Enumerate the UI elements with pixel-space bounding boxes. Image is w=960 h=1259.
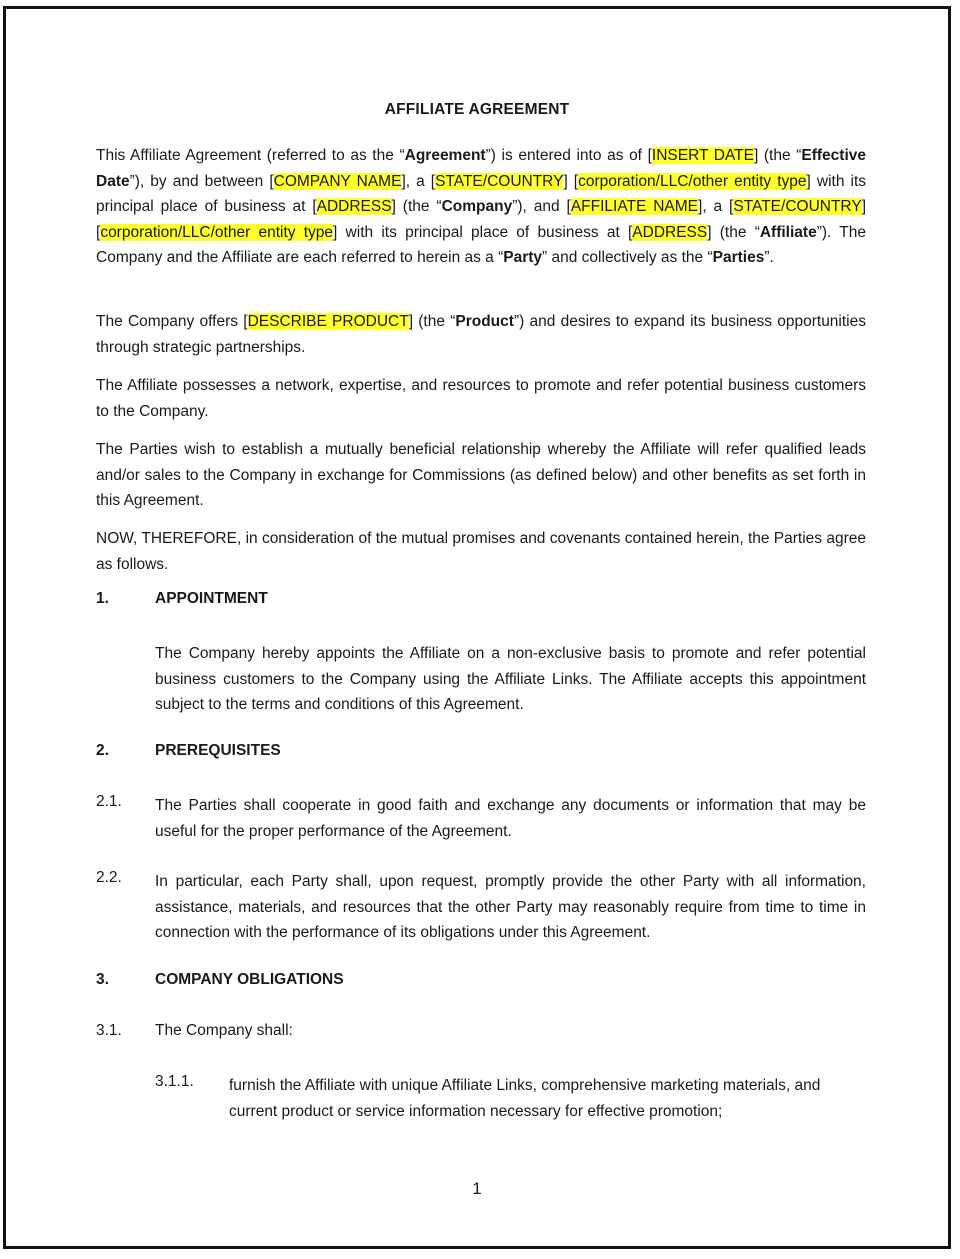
placeholder-affiliate-state[interactable]: STATE/COUNTRY	[733, 198, 862, 215]
clause-3-1-1-number: 3.1.1.	[155, 1073, 194, 1090]
section-1-body: The Company hereby appoints the Affiliate on a non-exclusive basis to promote and refer potential business customers to the Company using the Affiliate Links. The Affiliate accepts this appointment subject to the terms and conditions of this Agreement.	[155, 645, 866, 713]
recital-product: The Company offers [DESCRIBE PRODUCT] (the “Product”) and desires to expand its business opportunities through strategic partnerships.	[96, 313, 866, 356]
recital-affiliate: The Affiliate possesses a network, expertise, and resources to promote and refer potential business customers to the Company.	[96, 377, 866, 420]
section-1-number: 1.	[96, 590, 109, 607]
section-3-number: 3.	[96, 971, 109, 988]
recital-purpose: The Parties wish to establish a mutually beneficial relationship whereby the Affiliate will refer qualified leads and/or sales to the Company in exchange for Commissions (as defined below) and other benefits as set forth in this Agreement.	[96, 441, 866, 509]
clause-2-1-number: 2.1.	[96, 793, 122, 810]
clause-2-1-body: The Parties shall cooperate in good faith and exchange any documents or information that may be useful for the proper performance of the Agreement.	[155, 797, 866, 840]
recital-therefore: NOW, THEREFORE, in consideration of the mutual promises and covenants contained herein, the Parties agree as follows.	[96, 530, 866, 573]
intro-paragraph: This Affiliate Agreement (referred to as the “Agreement”) is entered into as of [INSERT DATE] (the “Effective Date”), by and between [COMPANY NAME], a [STATE/COUNTRY] [corporation/LLC/other entity type] with its principal place of business at [ADDRESS] (the “Company”), and [AFFILIATE NAME], a [STATE/COUNTRY] [corporation/LLC/other entity type] with its principal place of business at [ADDRESS] (the “Affiliate”). The Company and the Affiliate are each referred to herein as a “Party” and collectively as the “Parties”.	[96, 147, 867, 266]
document-page	[3, 6, 951, 1249]
placeholder-company-name[interactable]: COMPANY NAME	[273, 172, 402, 190]
clause-2-2-body: In particular, each Party shall, upon request, promptly provide the other Party with all information, assistance, materials, and resources that the other Party may reasonably require from time to time in connection with the performance of its obligations under this Agreement.	[155, 873, 866, 941]
clause-3-1-number: 3.1.	[96, 1022, 122, 1039]
placeholder-affiliate-name[interactable]: AFFILIATE NAME	[570, 198, 699, 215]
document-title: AFFILIATE AGREEMENT	[384, 101, 570, 118]
placeholder-affiliate-entity-type[interactable]: corporation/LLC/other entity type	[100, 223, 334, 241]
section-2-heading: PREREQUISITES	[155, 742, 281, 759]
placeholder-describe-product[interactable]: DESCRIBE PRODUCT	[247, 313, 409, 330]
page-number: 1	[472, 1179, 482, 1198]
section-3-heading: COMPANY OBLIGATIONS	[155, 971, 344, 988]
placeholder-affiliate-address[interactable]: ADDRESS	[632, 223, 708, 241]
section-2-number: 2.	[96, 742, 109, 759]
placeholder-company-state[interactable]: STATE/COUNTRY	[435, 172, 564, 190]
placeholder-insert-date[interactable]: INSERT DATE	[651, 147, 754, 164]
placeholder-company-address[interactable]: ADDRESS	[316, 198, 392, 215]
placeholder-company-entity-type[interactable]: corporation/LLC/other entity type	[578, 172, 807, 190]
clause-3-1-body: The Company shall:	[155, 1022, 293, 1039]
clause-2-2-number: 2.2.	[96, 869, 122, 886]
clause-3-1-1-body: furnish the Affiliate with unique Affiliate Links, comprehensive marketing materials, and current product or service information necessary for effective promotion;	[229, 1077, 821, 1120]
section-1-heading: APPOINTMENT	[155, 590, 268, 607]
